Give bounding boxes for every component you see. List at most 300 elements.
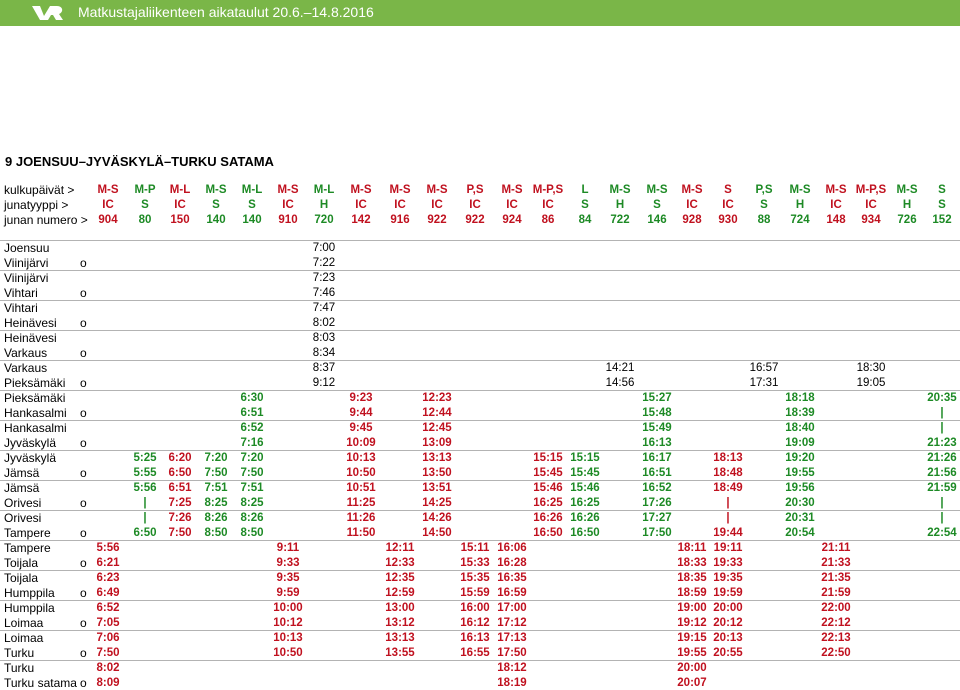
station-name: Varkaus <box>4 346 48 360</box>
group-separator <box>0 330 960 331</box>
head-cell: M-P <box>134 184 156 196</box>
head-cell: L <box>581 184 589 196</box>
time-cell: 9:44 <box>349 407 373 419</box>
head-row-label: junatyyppi > <box>4 198 69 212</box>
time-cell: 14:56 <box>605 377 635 389</box>
time-cell: 18:59 <box>677 587 707 599</box>
head-cell: S <box>938 184 946 196</box>
time-cell: 6:50 <box>168 467 192 479</box>
time-cell: 12:33 <box>385 557 415 569</box>
station-name: Hankasalmi <box>4 406 67 420</box>
time-cell: 8:26 <box>204 512 228 524</box>
time-cell: 15:45 <box>570 467 600 479</box>
time-cell: 7:50 <box>168 527 192 539</box>
station-name: Toijala <box>4 571 39 585</box>
time-cell: 15:33 <box>460 557 490 569</box>
time-cell: 18:33 <box>677 557 707 569</box>
arrival-marker: o <box>80 646 87 660</box>
time-cell: 15:46 <box>570 482 600 494</box>
station-name: Humppila <box>4 601 55 615</box>
time-cell: 21:33 <box>821 557 851 569</box>
arrival-marker: o <box>80 466 87 480</box>
group-separator <box>0 270 960 271</box>
station-name: Turku satama <box>4 676 77 690</box>
arrival-marker: o <box>80 316 87 330</box>
time-cell: 18:30 <box>856 362 886 374</box>
time-cell: 15:59 <box>460 587 490 599</box>
head-cell: 722 <box>610 214 630 226</box>
time-cell: 16:52 <box>642 482 672 494</box>
time-cell: 21:26 <box>927 452 957 464</box>
time-cell: 15:15 <box>570 452 600 464</box>
time-cell: 9:33 <box>276 557 300 569</box>
time-cell: 12:45 <box>422 422 452 434</box>
time-cell: 9:59 <box>276 587 300 599</box>
time-cell: 10:00 <box>273 602 303 614</box>
time-cell: 8:09 <box>96 677 120 689</box>
time-cell: 8:02 <box>96 662 120 674</box>
station-name: Jämsä <box>4 466 40 480</box>
station-name: Toijala <box>4 556 39 570</box>
time-cell: 16:50 <box>533 527 563 539</box>
time-cell: 6:52 <box>240 422 264 434</box>
time-cell: 6:30 <box>240 392 264 404</box>
head-cell: 922 <box>427 214 447 226</box>
arrival-marker: o <box>80 256 87 270</box>
station-name: Joensuu <box>4 241 50 255</box>
station-name: Viinijärvi <box>4 256 49 270</box>
arrival-marker: o <box>80 586 87 600</box>
head-cell: IC <box>355 199 367 211</box>
time-cell: 16:06 <box>497 542 527 554</box>
head-cell: IC <box>174 199 186 211</box>
time-cell: 10:13 <box>346 452 376 464</box>
head-cell: 916 <box>390 214 410 226</box>
time-cell: 6:20 <box>168 452 192 464</box>
time-cell: 21:35 <box>821 572 851 584</box>
time-cell: 16:13 <box>460 632 490 644</box>
station-name: Heinävesi <box>4 331 57 345</box>
head-cell: M-S <box>350 184 372 196</box>
time-cell: 12:11 <box>385 542 415 554</box>
head-cell: 928 <box>682 214 702 226</box>
time-cell: 16:50 <box>570 527 600 539</box>
time-cell: 18:13 <box>713 452 743 464</box>
time-cell: 16:17 <box>642 452 672 464</box>
time-cell: 9:11 <box>276 542 300 554</box>
station-name: Humppila <box>4 586 55 600</box>
time-cell: 16:35 <box>497 572 527 584</box>
time-cell: 15:11 <box>460 542 490 554</box>
time-cell: 8:02 <box>312 317 336 329</box>
head-cell: 904 <box>98 214 118 226</box>
head-cell: 726 <box>897 214 917 226</box>
arrival-marker: o <box>80 526 87 540</box>
time-cell: 19:12 <box>677 617 707 629</box>
time-cell: 15:48 <box>642 407 672 419</box>
head-cell: 146 <box>647 214 667 226</box>
time-cell: 19:15 <box>677 632 707 644</box>
head-cell: IC <box>506 199 518 211</box>
time-cell: 16:59 <box>497 587 527 599</box>
time-cell: 19:00 <box>677 602 707 614</box>
head-cell: 140 <box>242 214 262 226</box>
time-cell: 15:45 <box>533 467 563 479</box>
time-cell: 8:25 <box>204 497 228 509</box>
time-cell: | <box>143 512 147 524</box>
time-cell: | <box>143 497 147 509</box>
head-cell: IC <box>542 199 554 211</box>
time-cell: 10:12 <box>273 617 303 629</box>
head-cell: 724 <box>790 214 810 226</box>
time-cell: 7:50 <box>204 467 228 479</box>
station-name: Orivesi <box>4 511 42 525</box>
time-cell: 7:00 <box>312 242 336 254</box>
head-cell: H <box>615 199 625 211</box>
time-cell: 13:50 <box>422 467 452 479</box>
arrival-marker: o <box>80 436 87 450</box>
head-row-label: junan numero > <box>4 213 88 227</box>
arrival-marker: o <box>80 556 87 570</box>
head-cell: S <box>248 199 256 211</box>
head-cell: 922 <box>465 214 485 226</box>
time-cell: 7:05 <box>96 617 120 629</box>
group-separator <box>0 300 960 301</box>
station-name: Jyväskylä <box>4 436 57 450</box>
time-cell: 7:22 <box>312 257 336 269</box>
time-cell: 16:13 <box>642 437 672 449</box>
head-cell: M-L <box>313 184 335 196</box>
head-cell: IC <box>722 199 734 211</box>
time-cell: 16:55 <box>460 647 490 659</box>
head-cell: 910 <box>278 214 298 226</box>
head-cell: P,S <box>755 184 773 196</box>
time-cell: 20:00 <box>677 662 707 674</box>
time-cell: 22:00 <box>821 602 851 614</box>
head-cell: M-L <box>169 184 191 196</box>
time-cell: 13:12 <box>385 617 415 629</box>
head-cell: S <box>760 199 768 211</box>
time-cell: 7:23 <box>312 272 336 284</box>
time-cell: 17:50 <box>497 647 527 659</box>
time-cell: 20:31 <box>785 512 815 524</box>
time-cell: 19:05 <box>856 377 886 389</box>
head-cell: IC <box>469 199 481 211</box>
arrival-marker: o <box>80 406 87 420</box>
time-cell: 7:25 <box>168 497 192 509</box>
time-cell: 17:31 <box>749 377 779 389</box>
time-cell: 7:50 <box>96 647 120 659</box>
arrival-marker: o <box>80 286 87 300</box>
head-cell: 152 <box>932 214 952 226</box>
time-cell: 10:13 <box>273 632 303 644</box>
time-cell: 17:27 <box>642 512 672 524</box>
head-cell: H <box>319 199 329 211</box>
time-cell: 16:26 <box>533 512 563 524</box>
head-cell: M-S <box>389 184 411 196</box>
station-name: Loimaa <box>4 616 44 630</box>
station-name: Pieksämäki <box>4 376 66 390</box>
head-cell: IC <box>865 199 877 211</box>
time-cell: 7:47 <box>312 302 336 314</box>
time-cell: 18:12 <box>497 662 527 674</box>
station-name: Viinijärvi <box>4 271 49 285</box>
time-cell: 8:25 <box>240 497 264 509</box>
time-cell: 18:49 <box>713 482 743 494</box>
time-cell: 21:23 <box>927 437 957 449</box>
time-cell: 7:46 <box>312 287 336 299</box>
head-cell: 86 <box>541 214 555 226</box>
head-cell: 930 <box>718 214 738 226</box>
station-name: Vihtari <box>4 286 38 300</box>
group-separator <box>0 660 960 661</box>
time-cell: 14:50 <box>422 527 452 539</box>
header-bar <box>0 0 960 26</box>
station-name: Turku <box>4 661 35 675</box>
time-cell: | <box>726 512 730 524</box>
time-cell: 7:20 <box>204 452 228 464</box>
station-name: Hankasalmi <box>4 421 67 435</box>
time-cell: 5:25 <box>133 452 157 464</box>
station-name: Vihtari <box>4 301 38 315</box>
time-cell: 17:13 <box>497 632 527 644</box>
time-cell: 18:18 <box>785 392 815 404</box>
arrival-marker: o <box>80 676 87 690</box>
time-cell: 21:59 <box>927 482 957 494</box>
time-cell: 21:59 <box>821 587 851 599</box>
time-cell: 18:11 <box>677 542 707 554</box>
group-separator <box>0 360 960 361</box>
head-cell: M-S <box>277 184 299 196</box>
arrival-marker: o <box>80 376 87 390</box>
time-cell: 10:51 <box>346 482 376 494</box>
time-cell: 19:11 <box>713 542 743 554</box>
time-cell: 15:27 <box>642 392 672 404</box>
time-cell: 16:26 <box>570 512 600 524</box>
time-cell: 16:00 <box>460 602 490 614</box>
time-cell: 19:09 <box>785 437 815 449</box>
head-cell: M-P,S <box>855 184 887 196</box>
time-cell: 13:13 <box>385 632 415 644</box>
head-cell: 80 <box>138 214 152 226</box>
time-cell: 10:50 <box>346 467 376 479</box>
time-cell: 19:33 <box>713 557 743 569</box>
station-name: Turku <box>4 646 35 660</box>
time-cell: 20:54 <box>785 527 815 539</box>
time-cell: 6:52 <box>96 602 120 614</box>
time-cell: 15:49 <box>642 422 672 434</box>
station-name: Loimaa <box>4 631 44 645</box>
head-cell: IC <box>282 199 294 211</box>
head-cell: H <box>902 199 912 211</box>
time-cell: 19:55 <box>677 647 707 659</box>
head-cell: M-S <box>426 184 448 196</box>
head-cell: M-S <box>789 184 811 196</box>
time-cell: 18:35 <box>677 572 707 584</box>
time-cell: 19:59 <box>713 587 743 599</box>
time-cell: 9:23 <box>349 392 373 404</box>
time-cell: 8:50 <box>204 527 228 539</box>
station-name: Jyväskylä <box>4 451 57 465</box>
time-cell: 17:50 <box>642 527 672 539</box>
time-cell: 22:50 <box>821 647 851 659</box>
time-cell: 11:26 <box>346 512 376 524</box>
time-cell: 8:34 <box>312 347 336 359</box>
head-cell: IC <box>102 199 114 211</box>
time-cell: 20:35 <box>927 392 957 404</box>
time-cell: 20:13 <box>713 632 743 644</box>
time-cell: | <box>940 407 944 419</box>
time-cell: 5:56 <box>133 482 157 494</box>
time-cell: 14:25 <box>422 497 452 509</box>
head-row-label: kulkupäivät > <box>4 183 75 197</box>
time-cell: 20:55 <box>713 647 743 659</box>
time-cell: 21:56 <box>927 467 957 479</box>
time-cell: 6:51 <box>168 482 192 494</box>
head-cell: M-S <box>825 184 847 196</box>
time-cell: 22:12 <box>821 617 851 629</box>
head-cell: M-S <box>646 184 668 196</box>
head-cell: 150 <box>170 214 190 226</box>
station-name: Heinävesi <box>4 316 57 330</box>
head-cell: S <box>141 199 149 211</box>
head-cell: 934 <box>861 214 881 226</box>
route-title: 9 JOENSUU–JYVÄSKYLÄ–TURKU SATAMA <box>5 154 274 169</box>
time-cell: 7:20 <box>240 452 264 464</box>
station-name: Orivesi <box>4 496 42 510</box>
time-cell: 17:26 <box>642 497 672 509</box>
time-cell: 15:15 <box>533 452 563 464</box>
head-cell: S <box>653 199 661 211</box>
time-cell: 22:13 <box>821 632 851 644</box>
station-name: Varkaus <box>4 361 48 375</box>
time-cell: 18:19 <box>497 677 527 689</box>
head-cell: 720 <box>314 214 334 226</box>
time-cell: 5:55 <box>133 467 157 479</box>
time-cell: 7:26 <box>168 512 192 524</box>
time-cell: 14:26 <box>422 512 452 524</box>
time-cell: 7:06 <box>96 632 120 644</box>
time-cell: 10:09 <box>346 437 376 449</box>
arrival-marker: o <box>80 616 87 630</box>
head-cell: M-S <box>896 184 918 196</box>
time-cell: | <box>940 497 944 509</box>
time-cell: 16:25 <box>533 497 563 509</box>
time-cell: 16:51 <box>642 467 672 479</box>
time-cell: 13:55 <box>385 647 415 659</box>
head-cell: M-S <box>205 184 227 196</box>
time-cell: 18:40 <box>785 422 815 434</box>
head-cell: S <box>938 199 946 211</box>
time-cell: 8:03 <box>312 332 336 344</box>
arrival-marker: o <box>80 346 87 360</box>
time-cell: | <box>940 512 944 524</box>
time-cell: 13:09 <box>422 437 452 449</box>
station-name: Tampere <box>4 541 51 555</box>
head-cell: 84 <box>578 214 592 226</box>
head-cell: 148 <box>826 214 846 226</box>
time-cell: 9:12 <box>312 377 336 389</box>
time-cell: 12:35 <box>385 572 415 584</box>
time-cell: 6:23 <box>96 572 120 584</box>
time-cell: 20:00 <box>713 602 743 614</box>
head-cell: S <box>212 199 220 211</box>
time-cell: 21:11 <box>821 542 851 554</box>
head-cell: 140 <box>206 214 226 226</box>
head-cell: M-S <box>97 184 119 196</box>
time-cell: 9:45 <box>349 422 373 434</box>
time-cell: 13:51 <box>422 482 452 494</box>
head-cell: IC <box>394 199 406 211</box>
page-header-title: Matkustajaliikenteen aikataulut 20.6.–14.8.2016 <box>78 4 374 20</box>
head-cell: S <box>724 184 732 196</box>
time-cell: 19:20 <box>785 452 815 464</box>
time-cell: 15:35 <box>460 572 490 584</box>
head-cell: M-S <box>501 184 523 196</box>
time-cell: 13:13 <box>422 452 452 464</box>
time-cell: 18:39 <box>785 407 815 419</box>
station-name: Tampere <box>4 526 51 540</box>
group-separator <box>0 240 960 241</box>
time-cell: | <box>726 497 730 509</box>
arrival-marker: o <box>80 496 87 510</box>
time-cell: 17:00 <box>497 602 527 614</box>
time-cell: 6:51 <box>240 407 264 419</box>
time-cell: 8:26 <box>240 512 264 524</box>
vr-logo-icon <box>30 3 66 23</box>
head-cell: S <box>581 199 589 211</box>
time-cell: 6:49 <box>96 587 120 599</box>
time-cell: 7:51 <box>204 482 228 494</box>
head-cell: M-S <box>609 184 631 196</box>
time-cell: 13:00 <box>385 602 415 614</box>
time-cell: 9:35 <box>276 572 300 584</box>
time-cell: 19:55 <box>785 467 815 479</box>
time-cell: 16:12 <box>460 617 490 629</box>
station-name: Jämsä <box>4 481 40 495</box>
time-cell: 16:57 <box>749 362 779 374</box>
time-cell: 15:46 <box>533 482 563 494</box>
time-cell: 7:16 <box>240 437 264 449</box>
head-cell: 924 <box>502 214 522 226</box>
time-cell: 6:21 <box>96 557 120 569</box>
head-cell: M-S <box>681 184 703 196</box>
head-cell: P,S <box>466 184 484 196</box>
time-cell: 22:54 <box>927 527 957 539</box>
time-cell: 8:37 <box>312 362 336 374</box>
time-cell: 19:56 <box>785 482 815 494</box>
time-cell: 14:21 <box>605 362 635 374</box>
station-name: Pieksämäki <box>4 391 66 405</box>
time-cell: 12:59 <box>385 587 415 599</box>
time-cell: | <box>940 422 944 434</box>
time-cell: 17:12 <box>497 617 527 629</box>
head-cell: IC <box>830 199 842 211</box>
head-cell: IC <box>431 199 443 211</box>
time-cell: 6:50 <box>133 527 157 539</box>
time-cell: 20:12 <box>713 617 743 629</box>
time-cell: 10:50 <box>273 647 303 659</box>
time-cell: 7:51 <box>240 482 264 494</box>
time-cell: 20:30 <box>785 497 815 509</box>
head-cell: 142 <box>351 214 371 226</box>
time-cell: 8:50 <box>240 527 264 539</box>
time-cell: 5:56 <box>96 542 120 554</box>
head-cell: H <box>795 199 805 211</box>
time-cell: 18:48 <box>713 467 743 479</box>
time-cell: 12:23 <box>422 392 452 404</box>
head-cell: IC <box>686 199 698 211</box>
